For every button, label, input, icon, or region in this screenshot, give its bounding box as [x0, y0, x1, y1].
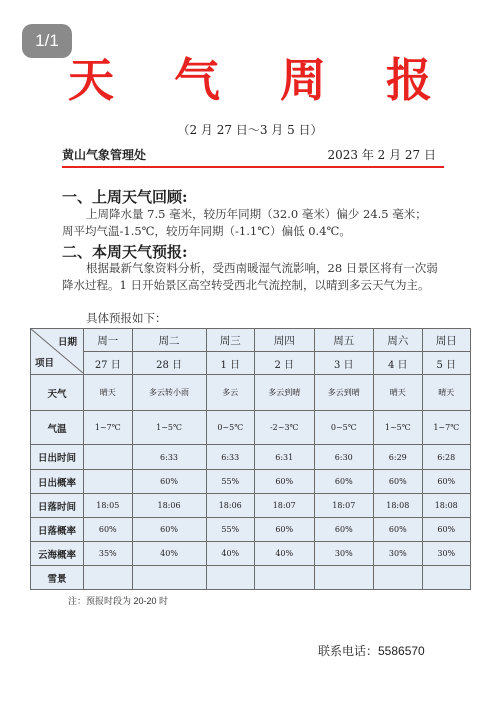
page-indicator: 1/1 — [22, 24, 72, 58]
review-line-2: 周平均气温-1.5℃，较历年同期（-1.1℃）偏低 0.4℃。 — [62, 224, 351, 238]
date-range: （2 月 27 日～3 月 5 日） — [177, 123, 323, 137]
table-cell: 1~7℃ — [84, 411, 133, 445]
table-cell — [84, 470, 133, 494]
row-label: 云海概率 — [31, 542, 84, 566]
row-label: 日出时间 — [31, 445, 84, 470]
table-cell: 60% — [132, 518, 206, 542]
table-cell: 60% — [374, 518, 422, 542]
table-cell: 多云到晴 — [254, 375, 314, 411]
table-row — [31, 445, 471, 470]
table-row — [31, 375, 471, 411]
table-row — [31, 494, 471, 518]
table-cell — [254, 566, 314, 590]
day-header: 周六 — [374, 329, 422, 352]
table-cell: 60% — [254, 518, 314, 542]
table-cell: 18:08 — [374, 494, 422, 518]
date-header: 3 日 — [314, 352, 374, 375]
table-cell: 30% — [422, 542, 471, 566]
table-cell: 6:28 — [422, 445, 471, 470]
report-title: 天 气 周 报 — [67, 53, 455, 107]
table-cell: 多云转小雨 — [132, 375, 206, 411]
table-cell: 晴天 — [422, 375, 471, 411]
table-cell: 晴天 — [84, 375, 133, 411]
contact-phone: 联系电话：5586570 — [318, 644, 425, 658]
date-header: 1 日 — [206, 352, 254, 375]
date-header: 5 日 — [422, 352, 471, 375]
table-cell: 30% — [374, 542, 422, 566]
table-cell: 18:07 — [254, 494, 314, 518]
table-corner — [31, 329, 84, 375]
table-row — [31, 411, 471, 445]
table-cell: 60% — [422, 518, 471, 542]
day-header: 周一 — [84, 329, 133, 352]
org-name: 黄山气象管理处 — [62, 148, 147, 162]
forecast-intro: 具体预报如下： — [86, 311, 167, 325]
table-cell — [84, 445, 133, 470]
day-header: 周日 — [422, 329, 471, 352]
row-label: 雪景 — [31, 566, 84, 590]
table-cell: 40% — [254, 542, 314, 566]
table-cell: 60% — [84, 518, 133, 542]
table-cell: 55% — [206, 470, 254, 494]
forecast-heading: 二、本周天气预报: — [62, 243, 188, 261]
table-cell: 6:33 — [132, 445, 206, 470]
date-header: 4 日 — [374, 352, 422, 375]
table-cell: 0~5℃ — [314, 411, 374, 445]
table-cell: 多云 — [206, 375, 254, 411]
corner-date-label: 日期 — [57, 337, 77, 348]
day-header: 周四 — [254, 329, 314, 352]
table-cell: 40% — [132, 542, 206, 566]
table-cell: 1~7℃ — [422, 411, 471, 445]
day-header: 周三 — [206, 329, 254, 352]
table-cell: 30% — [314, 542, 374, 566]
table-cell: 18:08 — [422, 494, 471, 518]
table-cell: 60% — [132, 470, 206, 494]
table-cell: 6:29 — [374, 445, 422, 470]
row-label: 日落时间 — [31, 494, 84, 518]
table-cell: 60% — [374, 470, 422, 494]
report-header — [62, 146, 436, 163]
table-cell: 多云到晴 — [314, 375, 374, 411]
table-cell — [132, 566, 206, 590]
table-cell: 0~5℃ — [206, 411, 254, 445]
table-row — [31, 470, 471, 494]
corner-item-label: 项目 — [35, 358, 55, 369]
row-label: 气温 — [31, 411, 84, 445]
table-cell: 18:06 — [206, 494, 254, 518]
table-cell: 40% — [206, 542, 254, 566]
footnote: 注：预报时段为 20-20 时 — [68, 596, 169, 606]
table-row — [31, 518, 471, 542]
table-cell — [206, 566, 254, 590]
header-divider — [62, 166, 444, 168]
table-cell: 18:07 — [314, 494, 374, 518]
review-heading: 一、上周天气回顾: — [62, 188, 188, 206]
table-cell: 晴天 — [374, 375, 422, 411]
forecast-text: 根据最新气象资料分析，受西南暖湿气流影响，28 日景区将有一次弱降水过程。1 日开始景区高空转受西北气流控制，以晴到多云天气为主。 — [62, 261, 438, 292]
issue-date: 2023 年 2 月 27 日 — [327, 148, 436, 162]
table-cell: 1~5℃ — [374, 411, 422, 445]
day-header: 周五 — [314, 329, 374, 352]
row-label: 天气 — [31, 375, 84, 411]
table-cell — [84, 566, 133, 590]
forecast-rows — [31, 375, 471, 590]
table-cell: 6:31 — [254, 445, 314, 470]
date-header: 2 日 — [254, 352, 314, 375]
table-cell: 60% — [314, 518, 374, 542]
table-cell: 60% — [422, 470, 471, 494]
table-row — [31, 566, 471, 590]
review-line-1: 上周降水量 7.5 毫米，较历年同期（32.0 毫米）偏少 24.5 毫米； — [86, 207, 427, 221]
review-text — [62, 206, 442, 240]
table-cell — [314, 566, 374, 590]
table-cell: 18:05 — [84, 494, 133, 518]
row-label: 日出概率 — [31, 470, 84, 494]
table-cell: 55% — [206, 518, 254, 542]
row-label: 日落概率 — [31, 518, 84, 542]
table-cell: 1~5℃ — [132, 411, 206, 445]
forecast-table — [30, 328, 471, 590]
date-header: 28 日 — [132, 352, 206, 375]
date-header: 27 日 — [84, 352, 133, 375]
table-cell: 60% — [314, 470, 374, 494]
table-cell — [374, 566, 422, 590]
table-cell: 60% — [254, 470, 314, 494]
table-cell — [422, 566, 471, 590]
table-cell: 6:33 — [206, 445, 254, 470]
day-header: 周二 — [132, 329, 206, 352]
table-cell: 6:30 — [314, 445, 374, 470]
table-cell: 18:06 — [132, 494, 206, 518]
table-cell: -2~3℃ — [254, 411, 314, 445]
table-cell: 35% — [84, 542, 133, 566]
table-row — [31, 542, 471, 566]
